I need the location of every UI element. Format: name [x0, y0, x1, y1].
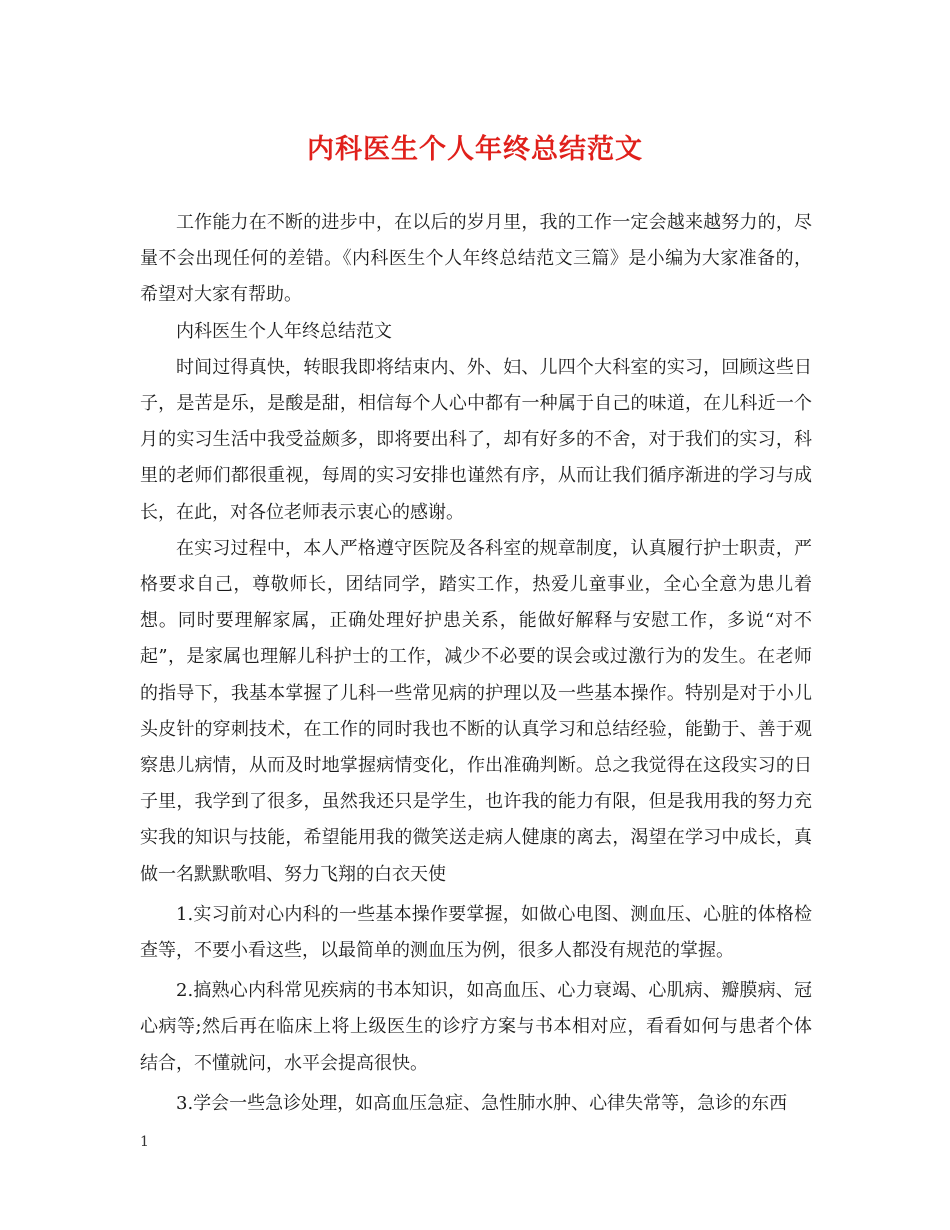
page-number: 1 — [140, 1134, 149, 1150]
list-item: 2.搞熟心内科常见疾病的书本知识，如高血压、心力衰竭、心肌病、瓣膜病、冠心病等;然后再在临床上将上级医生的诊疗方案与书本相对应，看看如何与患者个体结合，不懂就问，水平会提高很快。 — [140, 980, 812, 1074]
list-item: 3.学会一些急诊处理，如高血压急症、急性肺水肿、心律失常等，急诊的东西 — [176, 1092, 788, 1114]
body-paragraph: 时间过得真快，转眼我即将结束内、外、妇、儿四个大科室的实习，回顾这些日子，是苦是乐，是酸是甜，相信每个人心中都有一种属于自己的味道，在儿科近一个月的实习生活中我受益颇多，即将要出科了，却有好多的不舍，对于我们的实习，科里的老师们都很重视，每周的实习安排也谨然有序，从而让我们循序渐进的学习与成长，在此，对各位老师表示衷心的感谢。 — [140, 356, 812, 523]
intro-paragraph: 工作能力在不断的进步中，在以后的岁月里，我的工作一定会越来越努力的，尽量不会出现任何的差错。《内科医生个人年终总结范文三篇》是小编为大家准备的，希望对大家有帮助。 — [140, 212, 812, 306]
section-heading: 内科医生个人年终总结范文 — [176, 320, 392, 342]
list-item: 1.实习前对心内科的一些基本操作要掌握，如做心电图、测血压、心脏的体格检查等，不要小看这些，以最简单的测血压为例，很多人都没有规范的掌握。 — [140, 903, 812, 962]
body-paragraph: 在实习过程中，本人严格遵守医院及各科室的规章制度，认真履行护士职责，严格要求自己，尊敬师长，团结同学，踏实工作，热爱儿童事业，全心全意为患儿着想。同时要理解家属，正确处理好护患关系，能做好解释与安慰工作，多说“对不起”，是家属也理解儿科护士的工作，减少不必要的误会或过激行为的发生。在老师的指导下，我基本掌握了儿科一些常见病的护理以及一些基本操作。特别是对于小儿头皮针的穿刺技术，在工作的同时我也不断的认真学习和总结经验，能勤于、善于观察患儿病情，从而及时地掌握病情变化，作出准确判断。总之我觉得在这段实习的日子里，我学到了很多，虽然我还只是学生，也许我的能力有限，但是我用我的努力充实我的知识与技能，希望能用我的微笑送走病人健康的离去，渴望在学习中成长，真做一名默默歌唱、努力飞翔的白衣天使 — [140, 537, 812, 885]
document-body — [140, 205, 812, 1122]
document-title: 内科医生个人年终总结范文 — [307, 134, 643, 165]
